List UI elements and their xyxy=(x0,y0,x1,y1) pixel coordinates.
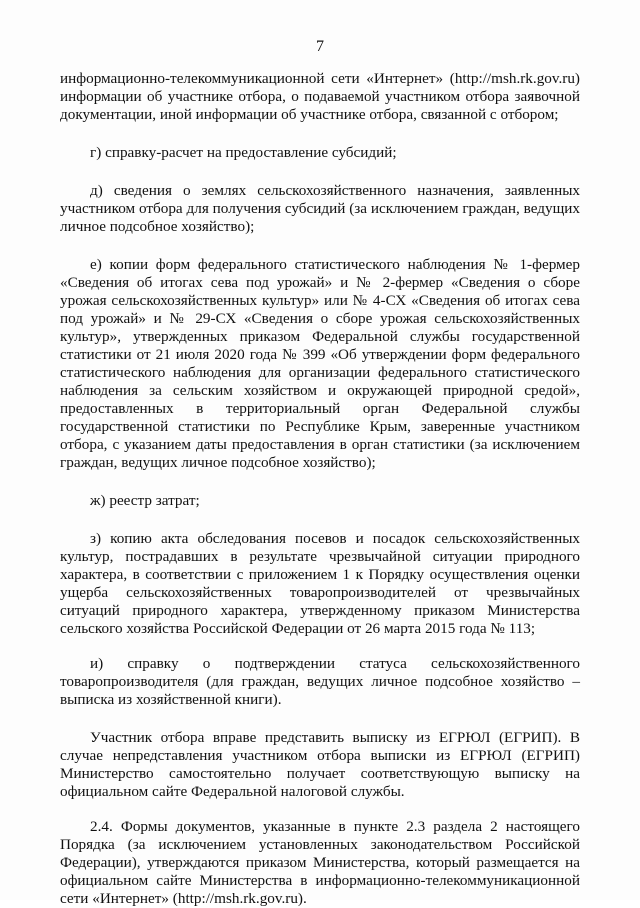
paragraph-item-zh: ж) реестр затрат; xyxy=(90,492,200,509)
paragraph-item-z: з) копию акта обследования посевов и посадок сельскохозяйственных культур, пострадавших в результате чрезвычайной ситуации природного характера, в соответствии с приложением 1 к Порядку осуществления оценки ущерба сельскохозяйственных товаропроизводителей от чрезвычайных ситуаций природного характера, утвержденному приказом Министерства сельского хозяйства Российской Федерации от 26 марта 2015 года № 113; xyxy=(60,530,580,637)
page-number: 7 xyxy=(316,38,324,55)
document-body xyxy=(60,70,580,908)
paragraph-section-2-4: 2.4. Формы документов, указанные в пункте 2.3 раздела 2 настоящего Порядка (за исключением установленных законодательством Российской Федерации), утверждаются приказом Министерства, который размещается на официальном сайте Министерства в информационно-телекоммуникационной сети «Интернет» (http://msh.rk.gov.ru). xyxy=(60,818,580,907)
paragraph-item-i: и) справку о подтверждении статуса сельскохозяйственного товаропроизводителя (для граждан, ведущих личное подсобное хозяйство – выписка из хозяйственной книги). xyxy=(60,655,580,708)
paragraph-item-g: г) справку-расчет на предоставление субсидий; xyxy=(90,144,397,161)
paragraph-egrul-extract: Участник отбора вправе представить выписку из ЕГРЮЛ (ЕГРИП). В случае непредставления участником отбора выписки из ЕГРЮЛ (ЕГРИП) Министерство самостоятельно получает соответствующую выписку на официальном сайте Федеральной налоговой службы. xyxy=(60,729,580,800)
paragraph-item-d: д) сведения о землях сельскохозяйственного назначения, заявленных участником отбора для получения субсидий (за исключением граждан, ведущих личное подсобное хозяйство); xyxy=(60,182,580,235)
paragraph-continuation: информационно-телекоммуникационной сети «Интернет» (http://msh.rk.gov.ru) информации об участнике отбора, о подаваемой участником отбора заявочной документации, иной информации об участнике отбора, связанной с отбором; xyxy=(60,70,580,123)
paragraph-item-e: е) копии форм федерального статистического наблюдения № 1-фермер «Сведения об итогах сева под урожай» и № 2-фермер «Сведения о сборе урожая сельскохозяйственных культур» или № 4-СХ «Сведения об итогах сева под урожай» и № 29-СХ «Сведения о сборе урожая сельскохозяйственных культур», утвержденных приказом Федеральной службы государственной статистики от 21 июля 2020 года № 399 «Об утверждении форм федерального статистического наблюдения для организации федерального статистического наблюдения за сельским хозяйством и окружающей природной средой», предоставленных в территориальный орган Федеральной службы государственной статистики по Республике Крым, заверенные участником отбора, с указанием даты предоставления в орган статистики (за исключением граждан, ведущих личное подсобное хозяйство); xyxy=(60,256,580,471)
